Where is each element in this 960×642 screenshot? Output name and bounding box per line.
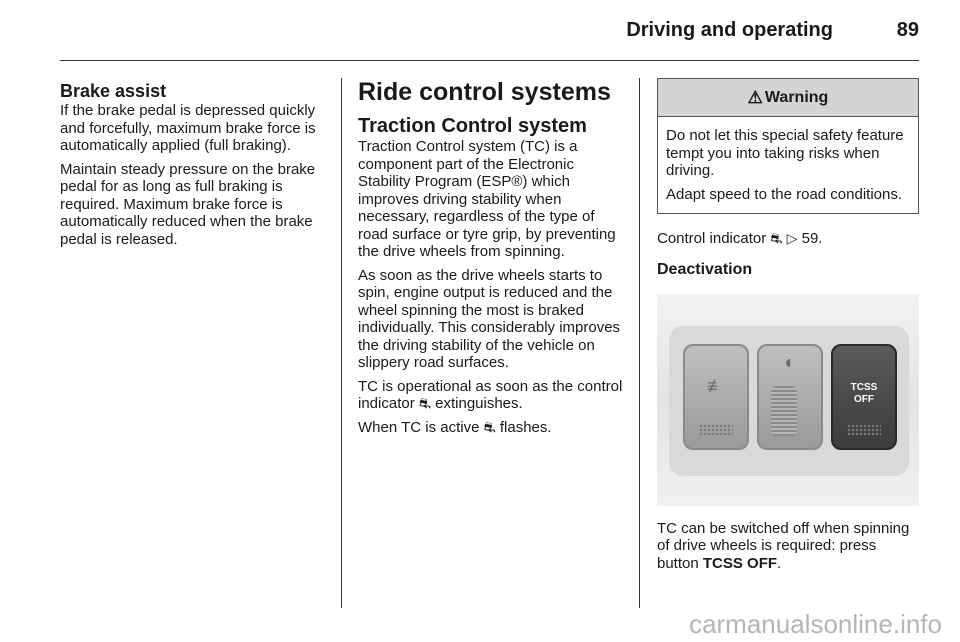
section-title: Driving and operating: [626, 19, 833, 41]
fog-light-icon: ≢: [707, 375, 725, 396]
switch-grille: [847, 424, 881, 436]
tc-indicator-icon: ⛐: [483, 418, 496, 435]
warning-body: [658, 117, 918, 213]
warning-paragraph-2: Adapt speed to the road conditions.: [666, 185, 903, 203]
tc-paragraph-1: Traction Control system (TC) is a component part of the Electronic Stability Program (ESP®) which improves driving stability when necessary, regardless of the type of road surface or tyre grip, by preventing the drive wheels from spinning.: [358, 138, 616, 260]
page-number: 89: [896, 19, 919, 41]
tc-paragraph-4: When TC is active ⛐ flashes.: [358, 418, 552, 436]
tc-paragraph-3: TC is operational as soon as the control indicator ⛐ extinguishes.: [358, 377, 623, 412]
column-divider-1: [341, 78, 342, 608]
tc-indicator-icon: ⛐: [770, 230, 783, 246]
ride-control-heading: Ride control systems: [358, 78, 611, 106]
warning-title: Warning: [764, 88, 829, 106]
column-divider-2: [639, 78, 640, 608]
switch-grille: [699, 424, 733, 436]
tc-indicator-icon: ⛐: [418, 395, 431, 411]
warning-box: [657, 78, 919, 214]
watermark: carmanualsonline.info: [689, 609, 942, 639]
column-2: [358, 78, 626, 442]
fog-light-switch: [683, 344, 749, 450]
warning-header: [658, 79, 918, 117]
deactivation-heading: Deactivation: [657, 260, 753, 278]
thumbwheel: [771, 386, 797, 436]
brake-assist-heading: Brake assist: [60, 81, 167, 101]
deactivation-caption: TC can be switched off when spinning of drive wheels is required: press button TCSS OFF.: [657, 519, 910, 572]
warning-paragraph-1: Do not let this special safety feature tempt you into taking risks when driving.: [666, 127, 904, 179]
brake-assist-paragraph-1: If the brake pedal is depressed quickly and forcefully, maximum brake force is automatically applied (full braking).: [60, 102, 316, 154]
page-header: [60, 0, 919, 61]
brake-assist-paragraph-2: Maintain steady pressure on the brake pedal for as long as full braking is required. Maximum brake force is automatically reduced when the brake pedal is released.: [60, 160, 316, 248]
column-1: [60, 78, 328, 254]
tcss-off-switch-photo: [657, 294, 919, 506]
headlight-range-switch: [757, 344, 823, 450]
headlight-icon: ◐: [784, 351, 796, 372]
traction-control-heading: Traction Control system: [358, 115, 587, 137]
tcss-off-switch: [831, 344, 897, 450]
tcss-off-label: TCSS OFF: [850, 381, 878, 405]
warning-triangle-icon: ⚠: [747, 87, 763, 107]
page-reference-icon: ▷: [786, 230, 798, 246]
control-indicator-ref: Control indicator ⛐ ▷ 59.: [657, 230, 823, 247]
tc-paragraph-2: As soon as the drive wheels starts to spin, engine output is reduced and the wheel spinning the most is braked individually. This considerably improves the driving stability of the vehicle on slippery road surfaces.: [358, 266, 621, 371]
column-3: [657, 78, 919, 578]
